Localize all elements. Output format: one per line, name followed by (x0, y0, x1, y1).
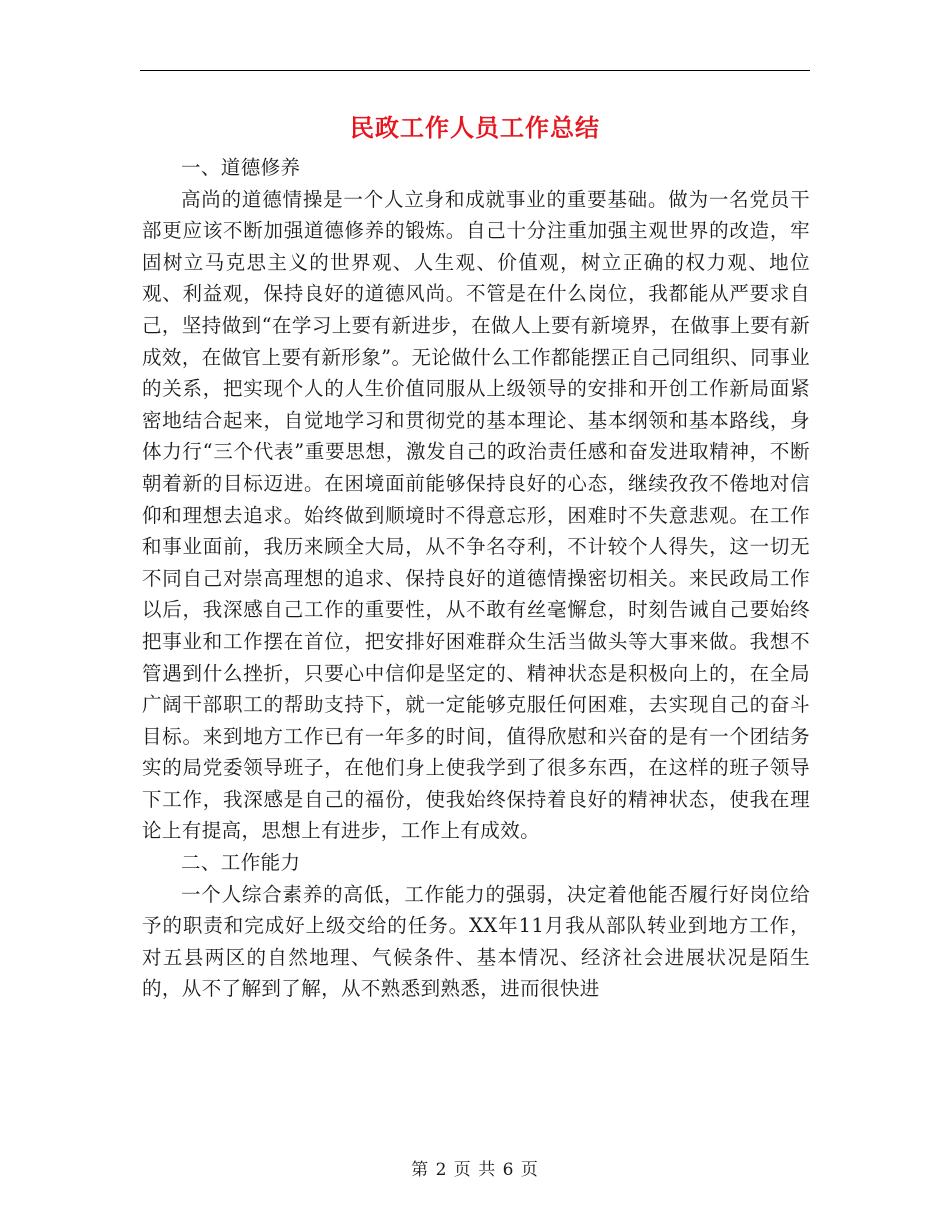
document-title: 民政工作人员工作总结 (350, 114, 600, 142)
header-rule (140, 70, 810, 71)
section-heading-2: 二、工作能力 (181, 851, 301, 875)
document-body (142, 152, 810, 1005)
section-heading-1: 一、道德修养 (181, 156, 301, 179)
page-number-footer: 第 2 页 共 6 页 (411, 1160, 539, 1180)
section-paragraph-2: 一个人综合素养的高低，工作能力的强弱，决定着他能否履行好岗位给予的职责和完成好上级交给的任务。XX年11月我从部队转业到地方工作，对五县两区的自然地理、气候条件、基本情况、经济社会进展状况是陌生的，从不了解到了解，从不熟悉到熟悉，进而很快进 (142, 882, 810, 1001)
section-paragraph-1: 高尚的道德情操是一个人立身和成就事业的重要基础。做为一名党员干部更应该不断加强道德修养的锻炼。自己十分注重加强主观世界的改造，牢固树立马克思主义的世界观、人生观、价值观，树立正确的权力观、地位观、利益观，保持良好的道德风尚。不管是在什么岗位，我都能从严要求自己，坚持做到“在学习上要有新进步，在做人上要有新境界，在做事上要有新成效，在做官上要有新形象”。无论做什么工作都能摆正自己同组织、同事业的关系，把实现个人的人生价值同服从上级领导的安排和开创工作新局面紧密地结合起来，自觉地学习和贯彻党的基本理论、基本纲领和基本路线，身体力行“三个代表”重要思想，激发自己的政治责任感和奋发进取精神，不断朝着新的目标迈进。在困境面前能够保持良好的心态，继续孜孜不倦地对信仰和理想去追求。始终做到顺境时不得意忘形，困难时不失意悲观。在工作和事业面前，我历来顾全大局，从不争名夺利，不计较个人得失，这一切无不同自己对崇高理想的追求、保持良好的道德情操密切相关。来民政局工作以后，我深感自己工作的重要性，从不敢有丝毫懈怠，时刻告诫自己要始终把事业和工作摆在首位，把安排好困难群众生活当做头等大事来做。我想不管遇到什么挫折，只要心中信仰是坚定的、精神状态是积极向上的，在全局广阔干部职工的帮助支持下，就一定能够克服任何困难，去实现自己的奋斗目标。来到地方工作已有一年多的时间，值得欣慰和兴奋的是有一个团结务实的局党委领导班子，在他们身上使我学到了很多东西，在这样的班子领导下工作，我深感是自己的福份，使我始终保持着良好的精神状态，使我在理论上有提高，思想上有进步，工作上有成效。 (142, 187, 810, 843)
